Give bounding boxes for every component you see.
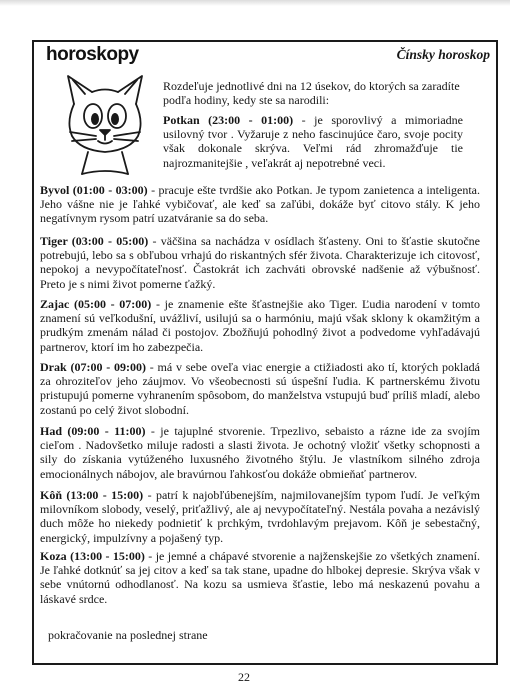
sign-entry-kon [40, 488, 480, 545]
sign-text: - pracuje ešte tvrdšie ako Potkan. Je typom zanietenca a inteligenta. Jeho vášne nie je ľahké vybičovať, ale keď sa zaľúbi, dokáže byť citovo stály. K jeho negatívnym rysom patrí uzatváranie sa do seba. [40, 183, 480, 226]
sign-heading: Drak (07:00 - 09:00) [40, 360, 146, 374]
sign-text: - je sporovlivý a mimoriadne usilovný tvor . Vyžaruje z neho fascinujúce čaro, svoje pocity však dokonale skrýva. Veľmi rád zhromažďuje tie najrozmanitejšie , veľakrát aj nepotrebné veci. [163, 113, 463, 170]
scan-edge [0, 0, 510, 6]
cat-illustration [60, 70, 150, 176]
sign-heading: Tiger (03:00 - 05:00) [40, 234, 149, 248]
sign-heading: Byvol (01:00 - 03:00) [40, 183, 148, 197]
sign-entry-koza [40, 549, 480, 606]
page-number: 22 [238, 670, 250, 684]
sign-entry-byvol [40, 183, 480, 226]
horoskopy-logo: horoskopy [46, 44, 139, 65]
sign-text: - je znamenie ešte šťastnejšie ako Tiger. Ľudia narodení v tomto znamení sú veľkodušní, uvážliví, usilujú sa o harmóniu, majú však sklony k okamžitým a prudkým zmenám nálad či postojov. Zbožňujú pohodlný život a podvedome vyhľadávajú partnerov, ktorí im ho zabezpečia. [40, 297, 481, 354]
sign-text: - je tajuplné stvorenie. Trpezlivo, sebaisto a rázne ide za svojím cieľom . Nadovšetko miluje radosti a slasti života. Je ochotný vložiť všetky schopnosti a sily do získania vytúženého luxusného životného štýlu. Je vlastníkom silného zdroja emocionálnych nábojov, ale bravúrnou ľahkosťou dokáže obmieňať partnerov. [40, 424, 481, 481]
sign-entry-had [40, 424, 480, 481]
sign-text: - má v sebe oveľa viac energie a ctižiadosti ako tí, ktorých pokladá za ohroziteľov jeho záujmov. Vo všeobecnosti sú úspešní ľudia. K partnerskému životu pristupujú pomerne vyhranením spôsobom, do manželstva vstupujú buď príliš mladí, alebo zostanú po celý život slobodní. [40, 360, 480, 417]
sign-entry-zajac [40, 297, 480, 354]
sign-entry-drak [40, 360, 480, 417]
sign-entry-tiger [40, 234, 480, 291]
sign-heading: Kôň (13:00 - 15:00) [40, 488, 144, 502]
continuation-note: pokračovanie na poslednej strane [48, 628, 208, 642]
sign-heading: Koza (13:00 - 15:00) [40, 549, 145, 563]
sign-heading: Potkan (23:00 - 01:00) [163, 113, 294, 127]
sign-text: - je jemné a chápavé stvorenie a najženskejšie zo všetkých znamení. Je ľahké dotknúť sa jej citov a keď sa tak stane, upadne do hlbokej depresie. Skrýva však v sebe vnútornú odhodlanosť. Na kozu sa usmieva šťastie, lebo má neskazenú povahu a láskavé srdce. [40, 549, 480, 606]
intro-paragraph: Rozdeľuje jednotlivé dni na 12 úsekov, do ktorých sa zaradíte podľa hodiny, kedy ste sa narodili: [163, 79, 460, 107]
sign-heading: Had (09:00 - 11:00) [40, 424, 146, 438]
sign-text: - väčšina sa nachádza v osídlach šťasteny. Oni to šťastie skutočne potrebujú, lebo sa s obľubou vrhajú do riskantných sfér života. Charakterizuje ich citovosť, nepokoj a nevypočítateľnosť. Častokrát ich zachváti obrovské nadšenie až výbušnosť. Preto je s nimi život pomerne ťažký. [40, 234, 481, 291]
sign-heading: Zajac (05:00 - 07:00) [40, 297, 152, 311]
sign-text: - patrí k najobľúbenejším, najmilovanejším typom ľudí. Je veľkým milovníkom slobody, veselý, priťažlivý, ale aj nevypočítateľný. Nestála povaha a nezávislý duch môže ho niekedy podnietiť k prchkým, tvrdohlavým prejavom. Kôň je sebestačný, energický, impulzívny a pojašený typ. [40, 488, 480, 545]
section-title: Čínsky horoskop [396, 47, 490, 62]
sign-entry-potkan [163, 113, 463, 170]
